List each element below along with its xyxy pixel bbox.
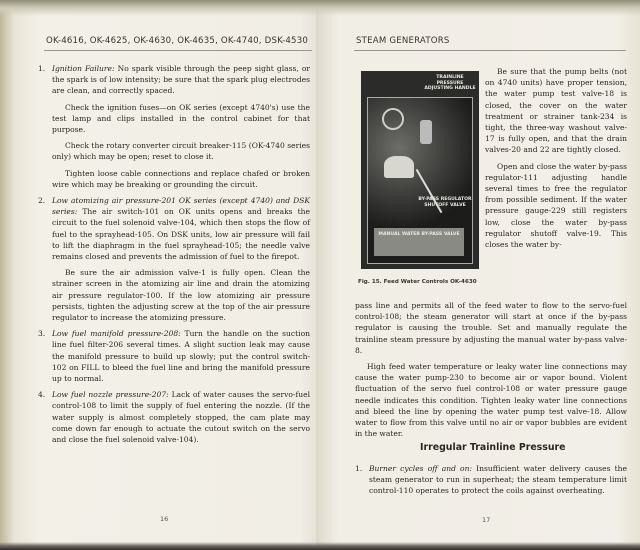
list-item [38, 389, 310, 445]
list-item [38, 328, 310, 384]
item-title: Low atomizing air pressure-201 OK series (except 4740) and DSK series: [52, 196, 310, 217]
item-number: 2. [38, 196, 46, 206]
item-text: The air switch-101 on OK units opens and breaks the circuit to the fuel solenoid valve-104, which then stops the flow of fuel to the sprayhead-105. On DSK units, low air pressure will fail to lift the diaphragm in the fuel sprayhead-105; the needle valve remains closed and prevents the admission of fuel to the firepot. [52, 207, 310, 262]
item-number: 1. [38, 64, 46, 73]
figure-label: BY-PASS REGULATOR SHUTOFF VALVE [418, 197, 472, 208]
paragraph-text: Be sure that the pump belts (not on 4740 units) have proper tension, the water pump test valve-18 is closed, the cover on the water treatment or strainer tank-234 is tight, the three-way washout valve-17 is fully open, and that the drain valves-20 and 22 are tightly closed. [485, 67, 627, 155]
page-number-right: 17 [482, 516, 491, 524]
paragraph [355, 361, 627, 439]
page-edge-shadow [316, 0, 640, 16]
item-text: No spark visible through the peep sight glass, or the spark is of low intensity; be sure that the spark plug electrodes are clean, and correctly spaced. [52, 64, 310, 96]
paragraph [38, 168, 310, 190]
paragraph [355, 300, 627, 356]
paragraph [38, 267, 310, 323]
item-title: Low fuel manifold pressure-208: [52, 329, 181, 339]
photo-machinery [367, 97, 473, 264]
page-number-left: 16 [160, 515, 169, 523]
left-page-body [38, 63, 310, 450]
figure-label: TRAINLINE PRESSURE ADJUSTING HANDLE [424, 75, 476, 91]
figure-caption: Fig. 15. Feed Water Controls OK-4630 [358, 279, 477, 285]
item-text: Turn the handle on the suction line fuel filter-206 several times. A slight suction leak may cause the manifold pressure to build up slowly; put the control switch-102 on FILL to bleed the fuel line and bring the manifold pressure up to normal. [52, 329, 310, 384]
item-title: Burner cycles off and on: [369, 464, 473, 473]
item-number: 3. [38, 329, 46, 339]
section-heading: Irregular Trainline Pressure [420, 442, 566, 453]
list-item [38, 63, 310, 97]
item-title: Low fuel nozzle pressure-207: [52, 390, 169, 400]
paragraph [485, 66, 627, 156]
running-head-left: OK-4616, OK-4625, OK-4630, OK-4635, OK-4740, DSK-4530 [46, 36, 309, 46]
right-page-list [355, 463, 627, 502]
item-title: Ignition Failure: [52, 64, 115, 73]
right-column-text [485, 66, 627, 250]
paragraph-text: Check the ignition fuses—on OK series (except 4740's) use the test lamp and clips installed in the control cabinet for that purpose. [52, 102, 310, 135]
list-item [355, 463, 627, 497]
paragraph-text: Check the rotary converter circuit breaker-115 (OK-4740 series only) which may be open; reset to close it. [52, 141, 310, 162]
right-page-body [355, 300, 627, 444]
paragraph [38, 140, 310, 162]
paragraph [485, 161, 627, 251]
item-text: Insufficient water delivery causes the steam generator to run in superheat; the steam temperature limit control-110 operates to protect the coils against overheating. [369, 464, 628, 496]
page-edge-shadow [0, 542, 316, 550]
figure-photo [361, 71, 479, 269]
list-item [38, 195, 310, 262]
paragraph-text: High feed water temperature or leaky water line connections may cause the water pump-230 to become air or vapor bound. Violent fluctuation of the servo fuel control-108 or water pressure gauge needle indicates this condition. Tighten leaky water line connections and bleed the line by opening the water pump test valve-18. Allow water to flow from this valve until no air or vapor bubbles are evident in the water. [355, 362, 627, 439]
item-text: Lack of water causes the servo-fuel control-108 to limit the supply of fuel entering the nozzle. (If the water supply is almost completely stopped, the cam plate may come down far enough to actuate the cutout switch on the servo and close the fuel solenoid valve-104). [52, 390, 310, 445]
running-head-right: STEAM GENERATORS [356, 36, 450, 46]
header-rule [44, 50, 312, 51]
page-edge-shadow [316, 542, 640, 550]
paragraph-text: Tighten loose cable connections and replace chafed or broken wire which may be breaking or grounding the circuit. [52, 168, 310, 189]
header-rule [354, 50, 626, 51]
page-edge-shadow [0, 0, 316, 16]
figure-label: MANUAL WATER BY-PASS VALVE [378, 232, 460, 237]
paragraph-text: Open and close the water by-pass regulator-111 adjusting handle several times to free the regulator from possible sediment. If the water pressure gauge-229 still registers low, close the water by-pass regulator shutoff valve-19. This closes the water by- [485, 161, 627, 250]
paragraph-text: Be sure the air admission valve-1 is fully open. Clean the strainer screen in the atomizing air line and drain the atomizing air pressure regulator-100. If the low atomizing air pressure persists, tighten the adjusting screw at the top of the air pressure regulator to increase the atomizing pressure. [52, 268, 310, 323]
paragraph [38, 102, 310, 136]
item-number: 1. [355, 464, 363, 473]
item-number: 4. [38, 390, 46, 400]
paragraph-text: pass line and permits all of the feed water to flow to the servo-fuel control-108; the steam generator will start at once if the by-pass regulator is causing the trouble. Set and manually regulate the trainline steam pressure by adjusting the manual water by-pass valve-8. [355, 301, 627, 355]
